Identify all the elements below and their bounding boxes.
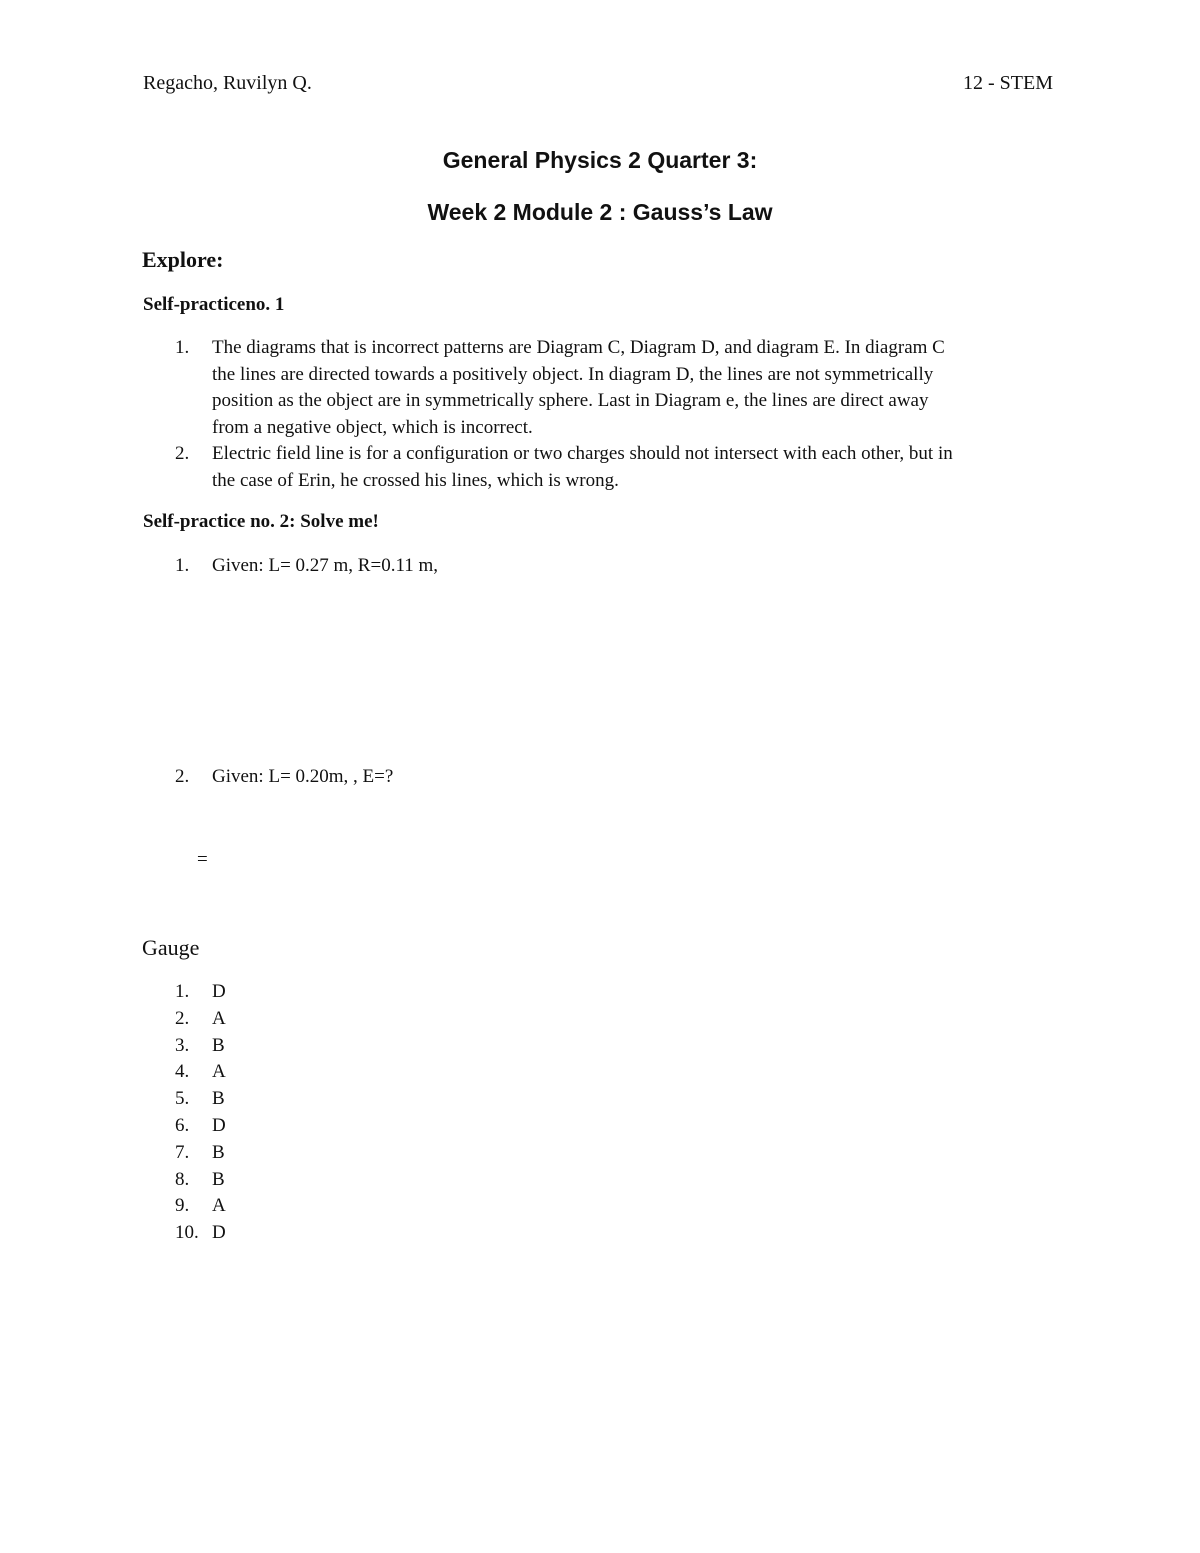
answer-letter: A: [212, 1007, 226, 1029]
document-title: General Physics 2 Quarter 3:: [442, 147, 758, 173]
self-practice-2-heading: Self-practice no. 2: Solve me!: [143, 511, 379, 532]
list-item-number: 2.: [175, 766, 190, 787]
list-item-number: 2.: [175, 443, 190, 464]
grade-section: 12 - STEM: [963, 72, 1053, 94]
gauge-heading: Gauge: [142, 935, 200, 960]
answer-line: The diagrams that is incorrect patterns are Diagram C, Diagram D, and diagram E. In diagram C: [212, 337, 945, 358]
list-item: [143, 335, 1083, 441]
list-item-number: 8.: [175, 1168, 190, 1190]
given-text: Given: L= 0.20m, , E=?: [212, 766, 394, 787]
equals-sign: =: [197, 849, 208, 870]
list-item-number: 1.: [175, 337, 190, 358]
self-practice-1-list: [143, 335, 1083, 494]
answer-line: Electric field line is for a configuration or two charges should not intersect with each other, but in: [212, 443, 953, 464]
list-item: [143, 764, 393, 790]
document-subtitle: Week 2 Module 2 : Gauss’s Law: [427, 199, 773, 225]
list-item: [143, 441, 1083, 494]
answer-letter: A: [212, 1061, 226, 1083]
list-item-number: 3.: [175, 1034, 190, 1056]
answer-letter: B: [212, 1034, 225, 1056]
list-item-number: 9.: [175, 1195, 190, 1217]
answer-letter: B: [212, 1088, 225, 1110]
answer-letter: B: [212, 1141, 225, 1163]
answer-letter: A: [212, 1195, 226, 1217]
list-item-number: 2.: [175, 1007, 190, 1029]
answer-line: the lines are directed towards a positively object. In diagram D, the lines are not symmetrically: [212, 363, 934, 385]
answer-line: the case of Erin, he crossed his lines, which is wrong.: [212, 469, 619, 491]
answer-letter: D: [212, 1222, 226, 1244]
explore-heading: Explore:: [142, 247, 224, 272]
list-item-number: 5.: [175, 1088, 190, 1110]
self-practice-1-heading: Self-practiceno. 1: [143, 294, 285, 315]
list-item-number: 6.: [175, 1114, 190, 1136]
list-item-number: 7.: [175, 1141, 190, 1163]
list-item-number: 4.: [175, 1061, 190, 1083]
list-item-number: 1.: [175, 555, 190, 576]
answer-letter: D: [212, 1114, 226, 1136]
given-text: Given: L= 0.27 m, R=0.11 m,: [212, 555, 439, 576]
student-name: Regacho, Ruvilyn Q.: [143, 72, 312, 94]
answer-line: position as the object are in symmetrically sphere. Last in Diagram e, the lines are direct away: [212, 390, 929, 411]
answer-letter: D: [212, 981, 226, 1002]
answer-letter: B: [212, 1168, 225, 1190]
answer-line: from a negative object, which is incorrect.: [212, 416, 533, 438]
list-item-number: 10.: [175, 1222, 199, 1244]
list-item-number: 1.: [175, 981, 190, 1002]
list-item: [143, 553, 438, 579]
